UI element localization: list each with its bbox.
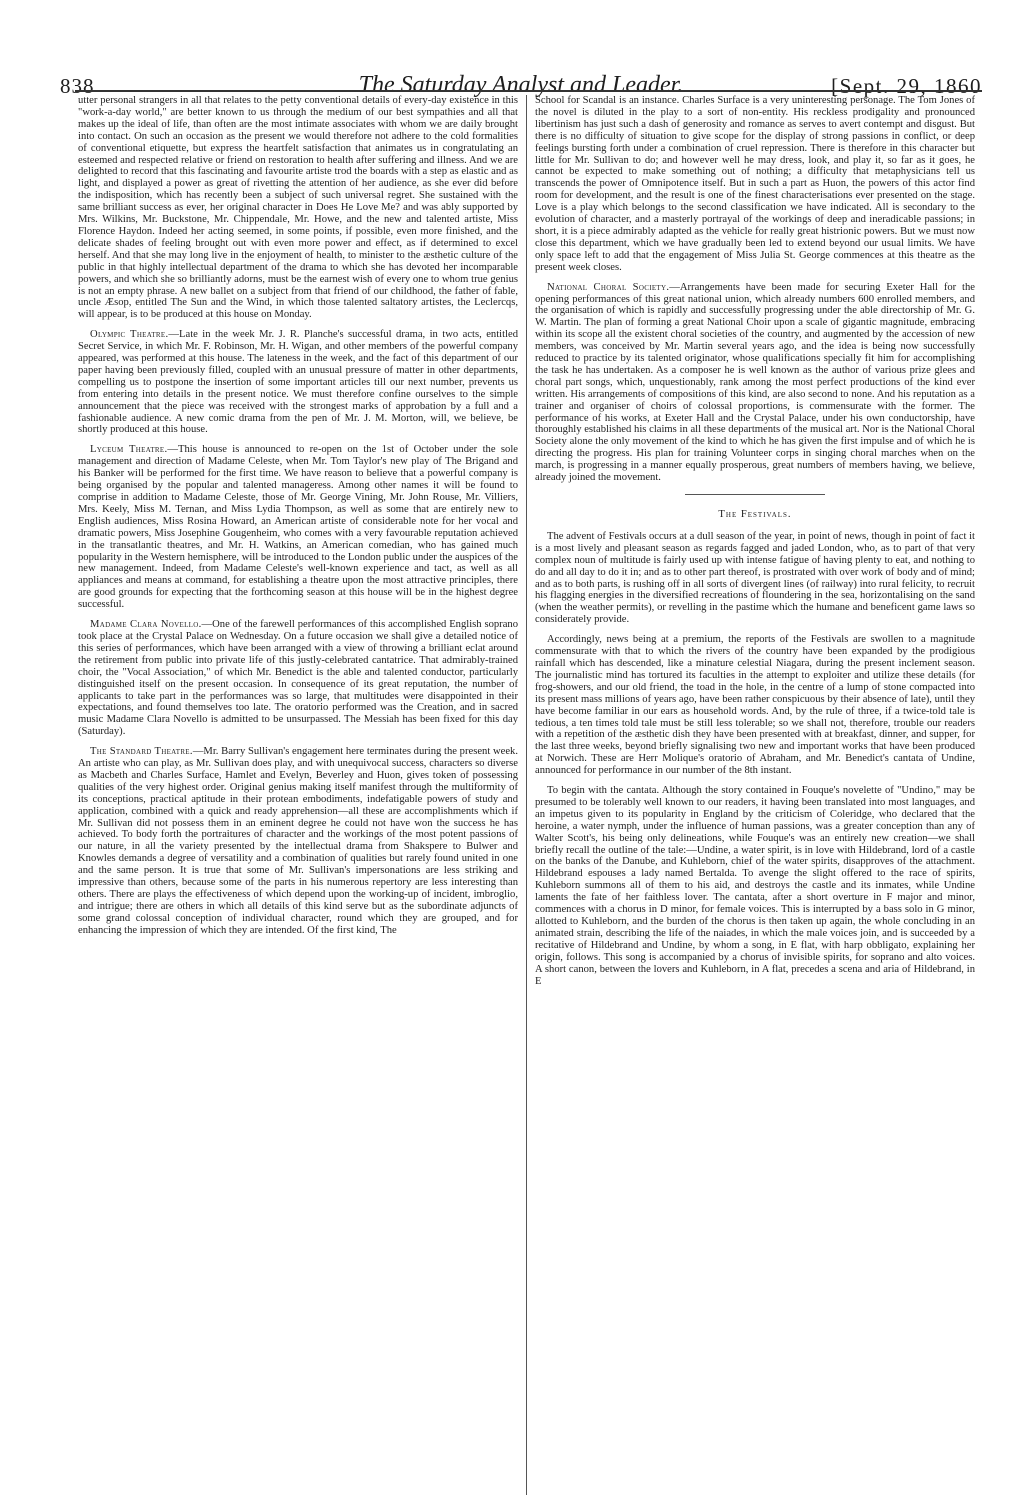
lyceum-text: —This house is announced to re-open on the 1st of October under the sole management and direction of Madame Celeste, when Mr. Tom Taylor's new play of The Brigand and his Banker will be performed for the first time. We have reason to believe that a powerful company is being organised by the popular and talented manageress. Among other names it will be found to comprise in addition to Madame Celeste, those of Mr. George Vining, Mr. John Rouse, Mr. Villiers, Mrs. Keely, Miss M. Ternan, and Miss Lydia Thompson, as well as some that are entirely new to English audiences, Miss Rosina Howard, an American artiste of considerable note for her vocal and dramatic powers, Miss Josephine Gougenheim, who comes with a very favourable reputation achieved in the transatlantic theatres, and Mr. H. Watkins, an American comedian, who has gained much popularity in the Western hemisphere, will be introduced to the London public under the auspices of the new management. Indeed, from Madame Celeste's well-known experience and tact, as well as all appliances and means at command, for establishing a theatre upon the most attractive principles, there are good grounds for expecting that the forthcoming season at this house will be in the highest degree successful. — [78, 444, 518, 611]
section-divider — [685, 494, 825, 495]
paragraph-festivals-2: Accordingly, news being at a premium, the reports of the Festivals are swollen to a magnitude commensurate with that to which the rivers of the country have been expanded by the prodigious rainfall which has descended, like a minature celestial Niagara, during the present inclement season. The journalistic mind has tortured its faculties in the attempt to exploiter and utilize these details (for frog-showers, and our old friend, the toad in the hole, in the centre of a lump of stone compacted into its present mass millions of years ago, have been rather conspicuous by their absence of late), until they have become familiar in our ears as household words. And, by the rule of three, if a twice-told tale is tedious, a ten times told tale must be still less tolerable; so we shall not, therefore, trouble our readers with a repetition of the æsthetic dish they have been presented with at breakfast, dinner, and supper, for the last three weeks, beyond briefly signalising two new and important works that have been produced at Norwich. These are Herr Molique's oratorio of Abraham, and Mr. Benedict's cantata of Undine, announced for performance in our number of the 8th instant. — [535, 634, 975, 777]
paragraph-clara-novello — [78, 619, 518, 738]
choral-text: —Arrangements have been made for securing Exeter Hall for the opening performances of this great national union, which already numbers 600 enrolled members, and the organisation of which is rapidly and successfully progressing under the able directorship of Mr. G. W. Martin. The plan of forming a great National Choir upon a scale of gigantic magnitude, embracing within its scope all the existent choral societies of the country, and augmented by the accession of new members, was conceived by Mr. Martin several years ago, and the idea is being now successfully reduced to practice by its talented originator, whose qualifications specially fit him for accomplishing the task he has undertaken. As a composer he is well known as the author of various prize glees and choral part songs, which, unquestionably, rank among the most perfect productions of the kind ever written. His arrangements of compositions of this kind, are also second to none. And his reputation as a trainer and organiser of choirs of colossal proportions, is commensurate with the former. The performance of his works, at Exeter Hall and the Crystal Palace, under his own conductorship, have thoroughly established his claims in all these departments of the musical art. Nor is the National Choral Society alone the only movement of the kind to which he has given the first impulse and of which he is directing the progress. His plan for training Volunteer corps in singing choral marches when on the march, is progressing in a manner equally prosperous, great numbers of members having, we believe, already joined the movement. — [535, 281, 975, 484]
olympic-heading: Olympic Theatre. — [90, 329, 169, 341]
paragraph-olympic-theatre — [78, 329, 518, 436]
left-column — [78, 95, 518, 1500]
olympic-text: —Late in the week Mr. J. R. Planche's successful drama, in two acts, entitled Secret Service, in which Mr. F. Robinson, Mr. H. Wigan, and other members of the powerful company appeared, was performed at this house. The lateness in the week, and the fact of this department of our paper having been previously filled, coupled with an unusual pressure of matter in other departments, compelling us to postpone the insertion of some important articles till our next number, prevents us from entering into details in the present notice. We must therefore confine ourselves to the simple announcement that the piece was received with the strongest marks of approbation by a full and a fashionable audience. A new comic drama from the pen of Mr. J. M. Morton, will, we believe, be shortly produced at this house. — [78, 329, 518, 436]
issue-date: [Sept. 29, 1860 — [831, 74, 982, 98]
paragraph-national-choral-society — [535, 282, 975, 484]
page-number: 838 — [60, 74, 95, 98]
paragraph-standard-continued: School for Scandal is an instance. Charles Surface is a very uninteresting personage. The Tom Jones of the novel is diluted in the play to a sort of non-entity. His reckless prodigality and pronounced libertinism has just such a dash of generosity and romance as serves to avert contempt and disgust. But there is no difficulty of situation to give scope for the display of strong passions in conflict, or deep feelings bursting forth under a combination of cruel repression. There is therefore in this character but little for Mr. Sullivan to do; and however well he may dress, look, and play it, so far as it goes, he cannot be expected to make something out of nothing; a difficulty that metaphysicians tell us transcends the power of Omnipotence itself. But in such a part as Huon, the powers of this actor find room for development, and the result is one of the finest characterisations ever presented on the stage. Love is a play which belongs to the second classification we have indicated. All is secondary to the evolution of character, and a masterly portrayal of the workings of deep and ineradicable passions; in short, it is a piece admirably adapted as the vehicle for really great histrionic powers. But we must now close this department, which we have gradually been led to extend beyond our usual limits. We have only space left to add that the engagement of Miss Julia St. George commences at this theatre as the present week closes. — [535, 95, 975, 273]
paragraph-haymarket-continued: utter personal strangers in all that relates to the petty conventional details of every-day existence in this "work-a-day world," are better known to us through the medium of our best sympathies and all that makes up the ideal of life, than often are the most intimate associates with whom we are daily brought into contact. On such an occasion as the present we would therefore not adhere to the cold formalities of conventional etiquette, but express the heartfelt satisfaction that animates us in congratulating an esteemed and respected relative or friend on restoration to health after suffering and illness. And we are delighted to record that this fascinating and favourite artiste trod the boards with a step as elastic and as light, and displayed a power as great of rivetting the attention of her audience, as she ever did before the indisposition, which has recently been a subject of such universal regret. She sustained with the same brilliant success as ever, her original character in Does He Love Me? and was ably supported by Mrs. Wilkins, Mr. Buckstone, Mr. Chippendale, Mr. Howe, and the new and talented artiste, Miss Florence Haydon. Indeed her acting seemed, in some points, if possible, even more finished, and the delicate shades of feeling brought out with even more power and effect, as if determined to excel herself. And that she may long live in the enjoyment of health, to minister to the æsthetic culture of the public in that highly intellectual department of the drama to which she has devoted her incomparable powers, and which she so brilliantly adorns, must be the earnest wish of every one to whom true genius is not an empty phrase. A new ballet on a subject from that friend of our childhood, the father of fable, uncle Æsop, entitled The Sun and the Wind, in which those talented saltatory artistes, the Leclercqs, will appear, is to be produced at this house on Monday. — [78, 95, 518, 321]
choral-heading: National Choral Society. — [547, 281, 670, 293]
novello-heading: Madame Clara Novello. — [90, 619, 202, 631]
novello-text: —One of the farewell performances of this accomplished English soprano took place at the Crystal Palace on Wednesday. On a future occasion we shall give a detailed notice of this series of performances, which have been arranged with a view of throwing a brilliant eclat around the retirement from public into private life of this justly-celebrated cantatrice. That admirably-trained choir, the "Vocal Association," of which Mr. Benedict is the able and talented conductor, particularly distinguished itself on the present occasion. In consequence of its great reputation, the number of applicants to take part in the performances was so large, that multitudes were disappointed in their expectations, and found themselves too late. The oratorio performed was the Creation, and in sacred music Madame Clara Novello is admitted to be unsurpassed. The Messiah has been fixed for this day (Saturday). — [78, 619, 518, 738]
paragraph-festivals-3: To begin with the cantata. Although the story contained in Fouque's novelette of "Undino," may be presumed to be tolerably well known to our readers, it having been translated into most languages, and an impetus given to its popularity in England by the criticism of Coleridge, who declared that the heroine, a water nymph, under the influence of human passions, was a greater conception than any of Walter Scott's, his being only delineations, while Fouque's was an entirely new creation—we shall briefly recall the outline of the tale:—Undine, a water spirit, is in love with Hildebrand, lord of a castle on the banks of the Danube, and Kuhleborn, chief of the water spirits, disapproves of the attachment. Hildebrand espouses a lady named Bertalda. To avenge the slight offered to the race of spirits, Kuhleborn summons all of them to his aid, and destroys the castle and its inmates, while Undine laments the fate of her faithless lover. The cantata, after a short overture in F major and minor, commences with a chorus in D minor, for female voices. This is interrupted by a bass solo in G minor, allotted to Kuhleborn, and the burden of the chorus is then taken up again, the whole concluding in an animated strain, describing the life of the naiades, in which the male voices join, and is succeeded by a recitative of Hildebrand and Undine, by whom a song, in E flat, with harp obbligato, explaining her origin, follows. This song is accompanied by a chorus of invisible spirits, for soprano and alto voices. A short canon, between the lovers and Kuhleborn, in A flat, precedes a scena and aria of Hildebrand, in E — [535, 785, 975, 987]
lyceum-heading: Lyceum Theatre. — [90, 444, 168, 456]
journal-title: The Saturday Analyst and Leader. — [358, 72, 684, 98]
column-divider — [526, 95, 527, 1495]
paragraph-festivals-1: The advent of Festivals occurs at a dull season of the year, in point of news, though in point of fact it is a most lively and pleasant season as regards fagged and jaded London, who, as to part of that very complex noun of multitude is fairly used up with intense fatigue of having plenty to eat, and nothing to do and all day to do it in; and as to other part thereof, is prostrated with over work of body and of mind; and as to both parts, is rushing off in all sorts of divergent lines (of railway) into rural felicity, to recruit his flagging energies in the diversified recreations of floundering in the sea, horizontalising on the sand (when the weather permits), or revelling in the pastime which the humane and beneficent game laws so considerately provide. — [535, 530, 975, 626]
paragraph-standard-theatre — [78, 746, 518, 937]
standard-text: —Mr. Barry Sullivan's engagement here terminates during the present week. An artiste who can play, as Mr. Sullivan does play, and with unequivocal success, characters so diverse as Macbeth and Charles Surface, Hamlet and Evelyn, Beverley and Huon, gives token of possessing qualities of the very highest order. Original genius making itself manifest through the multiformity of its conceptions, practical aptitude in their protean embodiments, indefatigable powers of study and application, combined with a quick and ready apprehension—all these are accomplishments which if Mr. Sullivan did not possess them in an eminent degree he could not have won the success he has achieved. To body forth the portraitures of character and the workings of the most potent passions of our nature, in all the variety presented by the intellectual drama from Shakspere to Bulwer and Knowles demands a degree of versatility and a combination of qualities but rarely found united in one and the same person. It is true that some of Mr. Sullivan's impersonations are less striking and impressive than others, because some of the parts in his numerous repertory are less interesting than others. There are plays the effectiveness of which depend upon the working-up of incident, imbroglio, and intrigue; there are others in which all details of this kind serve but as the subordinate adjuncts of some grand colossal conception of individual character, round which they are grouped, and for enhancing the impression of which they are intended. Of the first kind, The — [78, 746, 518, 936]
right-column — [535, 95, 975, 1500]
festivals-title: The Festivals. — [718, 509, 792, 520]
standard-heading: The Standard Theatre. — [90, 746, 193, 758]
header-rule — [75, 90, 982, 92]
paragraph-lyceum-theatre — [78, 444, 518, 611]
